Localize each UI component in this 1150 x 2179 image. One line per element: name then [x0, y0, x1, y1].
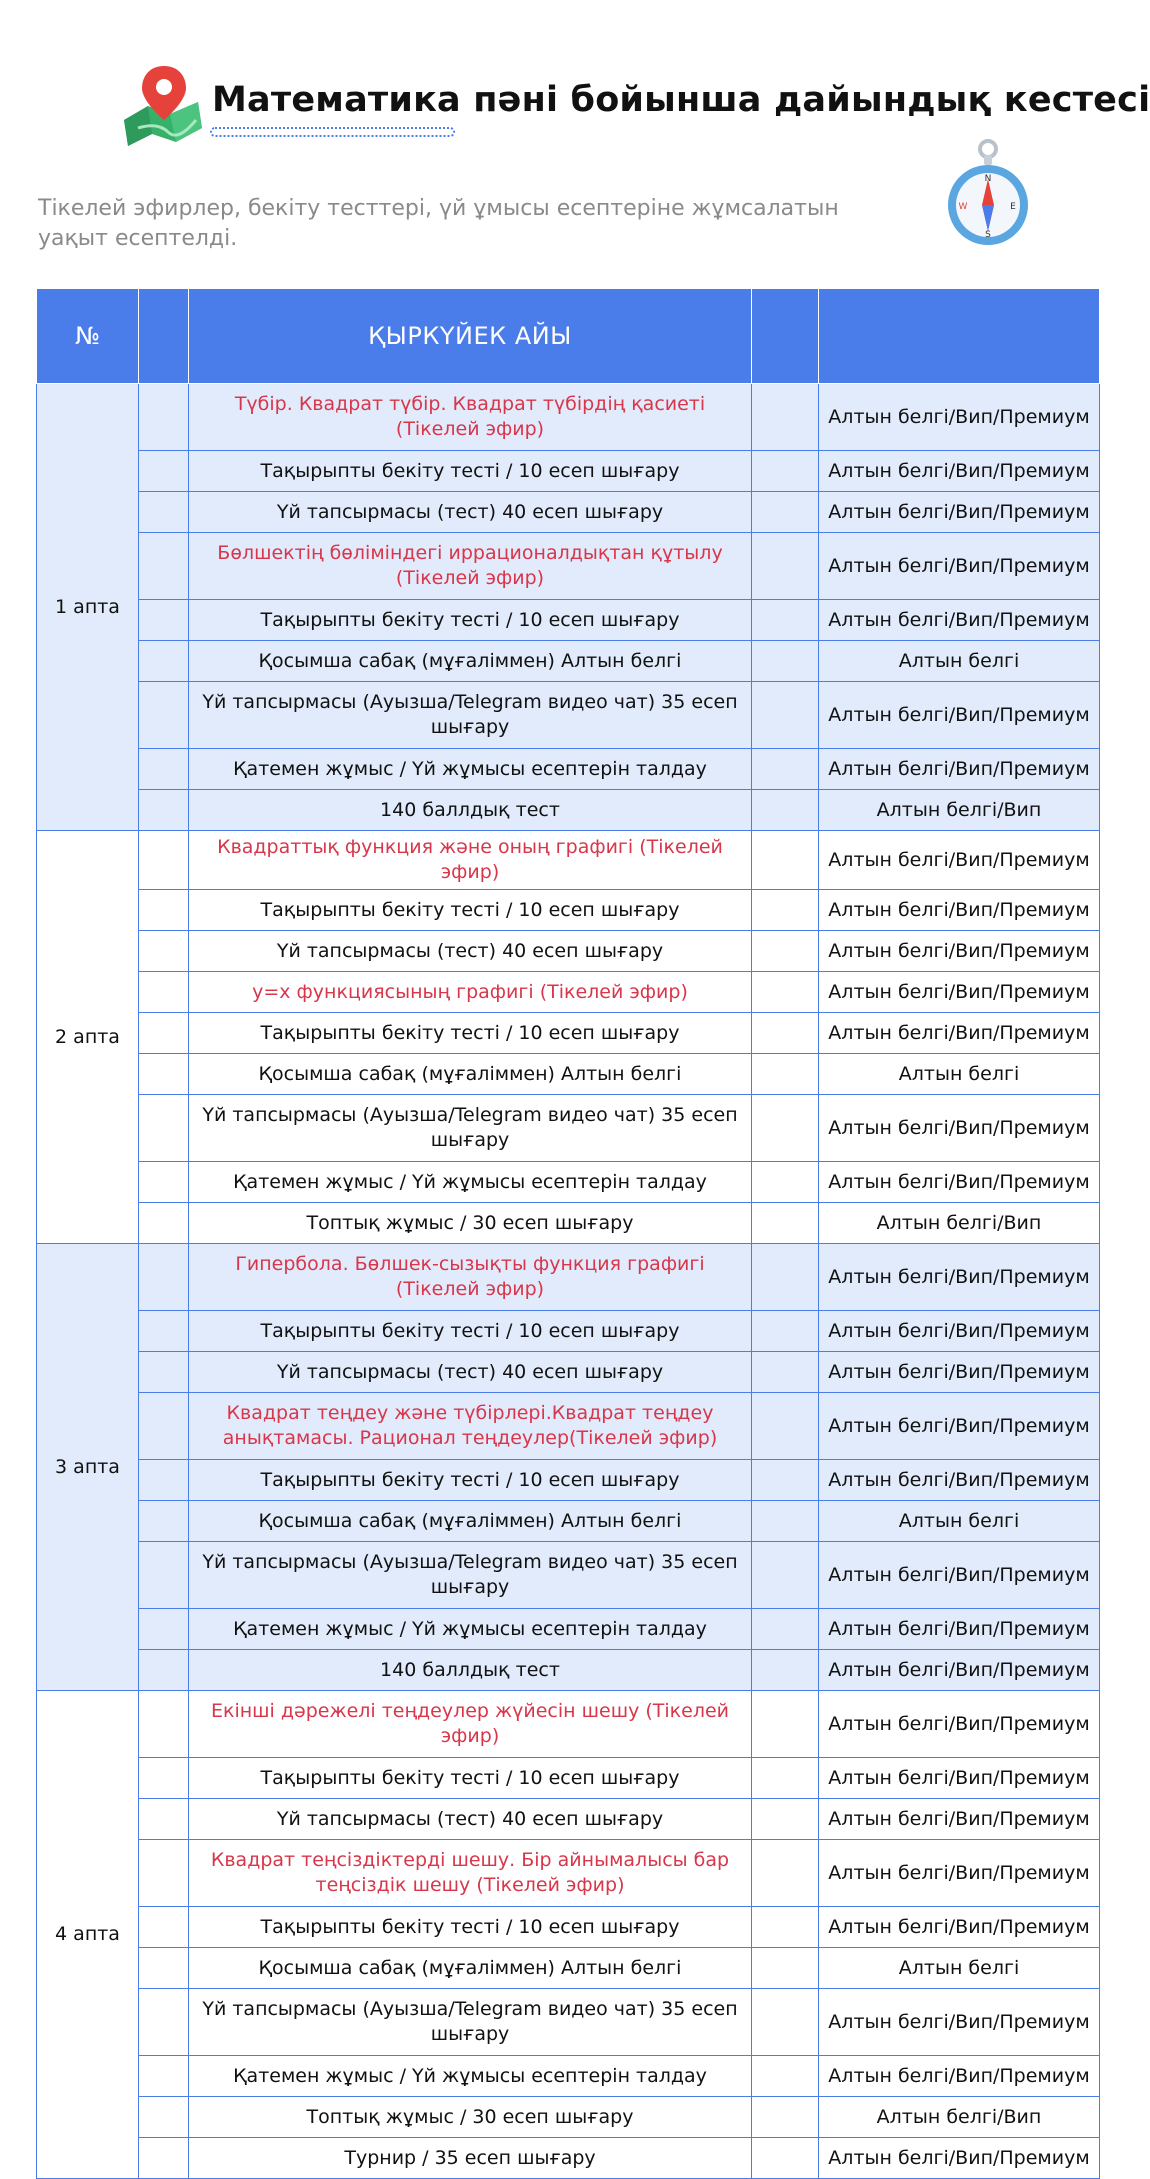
table-row	[37, 1758, 1100, 1799]
empty-cell	[752, 533, 819, 600]
empty-cell	[139, 931, 189, 972]
table-row	[37, 492, 1100, 533]
table-row	[37, 1650, 1100, 1691]
empty-cell	[752, 790, 819, 831]
empty-cell	[139, 492, 189, 533]
access-level: Алтын белгі/Вип/Премиум	[819, 1609, 1100, 1650]
page-header	[0, 0, 1150, 300]
empty-cell	[139, 890, 189, 931]
table-row	[37, 384, 1100, 451]
empty-cell	[139, 384, 189, 451]
empty-cell	[752, 492, 819, 533]
empty-cell	[139, 2097, 189, 2138]
empty-cell	[139, 1013, 189, 1054]
empty-cell	[752, 931, 819, 972]
map-pin-icon	[118, 62, 208, 152]
access-level: Алтын белгі/Вип/Премиум	[819, 1352, 1100, 1393]
lesson-topic: Топтық жұмыс / 30 есеп шығару	[189, 1203, 752, 1244]
empty-cell	[752, 1650, 819, 1691]
access-level: Алтын белгі/Вип/Премиум	[819, 1095, 1100, 1162]
lesson-topic: Тақырыпты бекіту тесті / 10 есеп шығару	[189, 1013, 752, 1054]
lesson-topic: Тақырыпты бекіту тесті / 10 есеп шығару	[189, 1907, 752, 1948]
access-level: Алтын белгі	[819, 1054, 1100, 1095]
empty-cell	[752, 1095, 819, 1162]
empty-cell	[752, 1542, 819, 1609]
access-level: Алтын белгі/Вип/Премиум	[819, 1311, 1100, 1352]
live-lesson-topic: Екінші дәрежелі теңдеулер жүйесін шешу (Тікелей эфир)	[189, 1691, 752, 1758]
table-header-row	[37, 289, 1100, 384]
table-row	[37, 1352, 1100, 1393]
live-lesson-topic: Гипербола. Бөлшек-сызықты функция графигі (Тікелей эфир)	[189, 1244, 752, 1311]
lesson-topic: Қосымша сабақ (мұғаліммен) Алтын белгі	[189, 641, 752, 682]
empty-cell	[139, 1162, 189, 1203]
lesson-topic: Топтық жұмыс / 30 есеп шығару	[189, 2097, 752, 2138]
access-level: Алтын белгі/Вип/Премиум	[819, 1907, 1100, 1948]
live-lesson-topic: Бөлшектің бөліміндегі иррационалдықтан құтылу (Тікелей эфир)	[189, 533, 752, 600]
table-row	[37, 1799, 1100, 1840]
week-1-group	[37, 384, 1100, 831]
compass-s-label: S	[985, 230, 991, 240]
access-level: Алтын белгі/Вип/Премиум	[819, 1758, 1100, 1799]
table-row	[37, 2138, 1100, 2179]
lesson-topic: Үй тапсырмасы (тест) 40 есеп шығару	[189, 931, 752, 972]
empty-cell	[139, 831, 189, 890]
lesson-topic: Үй тапсырмасы (тест) 40 есеп шығару	[189, 1799, 752, 1840]
live-lesson-topic: y=x функциясының графигі (Тікелей эфир)	[189, 972, 752, 1013]
empty-cell	[752, 749, 819, 790]
live-lesson-topic: Түбір. Квадрат түбір. Квадрат түбірдің қасиеті (Тікелей эфир)	[189, 384, 752, 451]
empty-cell	[752, 1013, 819, 1054]
empty-cell	[139, 1393, 189, 1460]
empty-cell	[752, 1311, 819, 1352]
lesson-topic: Тақырыпты бекіту тесті / 10 есеп шығару	[189, 451, 752, 492]
access-level: Алтын белгі/Вип/Премиум	[819, 1650, 1100, 1691]
table-row	[37, 682, 1100, 749]
empty-cell	[139, 1650, 189, 1691]
empty-cell	[139, 641, 189, 682]
empty-cell	[139, 1095, 189, 1162]
lesson-topic: Тақырыпты бекіту тесті / 10 есеп шығару	[189, 1758, 752, 1799]
access-level: Алтын белгі/Вип/Премиум	[819, 1691, 1100, 1758]
access-level: Алтын белгі/Вип/Премиум	[819, 384, 1100, 451]
week-label: 4 апта	[37, 1691, 139, 2179]
access-level: Алтын белгі/Вип	[819, 1203, 1100, 1244]
empty-cell	[139, 600, 189, 641]
access-level: Алтын белгі/Вип/Премиум	[819, 1542, 1100, 1609]
lesson-topic: Үй тапсырмасы (Ауызша/Telegram видео чат) 35 есеп шығару	[189, 1542, 752, 1609]
week-2-group	[37, 831, 1100, 1244]
empty-cell	[752, 384, 819, 451]
empty-cell	[139, 1989, 189, 2056]
access-level: Алтын белгі/Вип/Премиум	[819, 2138, 1100, 2179]
table-row	[37, 1609, 1100, 1650]
empty-cell	[752, 682, 819, 749]
empty-cell	[139, 2056, 189, 2097]
table-row	[37, 1244, 1100, 1311]
header-number: №	[37, 289, 139, 384]
table-row	[37, 600, 1100, 641]
compass-n-label: N	[984, 174, 992, 184]
access-level: Алтын белгі/Вип/Премиум	[819, 1989, 1100, 2056]
schedule-table-container	[36, 288, 1099, 2169]
header-col2	[139, 289, 189, 384]
header-month: ҚЫРКҮЙЕК АЙЫ	[189, 289, 752, 384]
table-row	[37, 1311, 1100, 1352]
lesson-topic: Үй тапсырмасы (Ауызша/Telegram видео чат) 35 есеп шығару	[189, 1989, 752, 2056]
lesson-topic: 140 баллдық тест	[189, 1650, 752, 1691]
lesson-topic: Қатемен жұмыс / Үй жұмысы есептерін талдау	[189, 749, 752, 790]
empty-cell	[139, 1609, 189, 1650]
lesson-topic: Үй тапсырмасы (тест) 40 есеп шығару	[189, 1352, 752, 1393]
empty-cell	[752, 1054, 819, 1095]
empty-cell	[752, 1393, 819, 1460]
lesson-topic: Қосымша сабақ (мұғаліммен) Алтын белгі	[189, 1948, 752, 1989]
table-row	[37, 749, 1100, 790]
access-level: Алтын белгі/Вип/Премиум	[819, 1162, 1100, 1203]
table-row	[37, 790, 1100, 831]
empty-cell	[139, 1799, 189, 1840]
week-label: 3 апта	[37, 1244, 139, 1691]
table-row	[37, 1691, 1100, 1758]
access-level: Алтын белгі/Вип/Премиум	[819, 492, 1100, 533]
empty-cell	[139, 1691, 189, 1758]
empty-cell	[752, 1948, 819, 1989]
empty-cell	[752, 1758, 819, 1799]
table-row	[37, 1054, 1100, 1095]
empty-cell	[752, 1989, 819, 2056]
empty-cell	[752, 600, 819, 641]
empty-cell	[139, 1907, 189, 1948]
empty-cell	[139, 451, 189, 492]
access-level: Алтын белгі/Вип/Премиум	[819, 1013, 1100, 1054]
empty-cell	[752, 2097, 819, 2138]
empty-cell	[752, 1352, 819, 1393]
access-level: Алтын белгі	[819, 641, 1100, 682]
empty-cell	[139, 1501, 189, 1542]
table-row	[37, 931, 1100, 972]
table-row	[37, 972, 1100, 1013]
empty-cell	[139, 533, 189, 600]
empty-cell	[139, 1840, 189, 1907]
table-row	[37, 1460, 1100, 1501]
empty-cell	[752, 641, 819, 682]
access-level: Алтын белгі/Вип/Премиум	[819, 1799, 1100, 1840]
access-level: Алтын белгі/Вип/Премиум	[819, 1460, 1100, 1501]
access-level: Алтын белгі/Вип/Премиум	[819, 600, 1100, 641]
empty-cell	[752, 1501, 819, 1542]
lesson-topic: Тақырыпты бекіту тесті / 10 есеп шығару	[189, 1460, 752, 1501]
lesson-topic: Тақырыпты бекіту тесті / 10 есеп шығару	[189, 600, 752, 641]
access-level: Алтын белгі/Вип/Премиум	[819, 1244, 1100, 1311]
empty-cell	[139, 749, 189, 790]
empty-cell	[752, 2056, 819, 2097]
table-row	[37, 1840, 1100, 1907]
lesson-topic: Тақырыпты бекіту тесті / 10 есеп шығару	[189, 1311, 752, 1352]
week-label: 2 апта	[37, 831, 139, 1244]
empty-cell	[752, 1840, 819, 1907]
lesson-topic: Үй тапсырмасы (тест) 40 есеп шығару	[189, 492, 752, 533]
schedule-table	[36, 288, 1100, 2179]
week-4-group	[37, 1691, 1100, 2179]
access-level: Алтын белгі/Вип	[819, 790, 1100, 831]
table-row	[37, 641, 1100, 682]
empty-cell	[752, 1162, 819, 1203]
table-row	[37, 1989, 1100, 2056]
page-subtitle: Тікелей эфирлер, бекіту тесттері, үй ұмысы есептеріне жұмсалатын уақыт есептелді.	[38, 196, 839, 251]
empty-cell	[139, 1311, 189, 1352]
access-level: Алтын белгі	[819, 1501, 1100, 1542]
table-row	[37, 451, 1100, 492]
table-row	[37, 1162, 1100, 1203]
header-col5	[819, 289, 1100, 384]
empty-cell	[139, 1203, 189, 1244]
lesson-topic: Қатемен жұмыс / Үй жұмысы есептерін талдау	[189, 1162, 752, 1203]
table-row	[37, 1948, 1100, 1989]
access-level: Алтын белгі/Вип	[819, 2097, 1100, 2138]
empty-cell	[139, 1758, 189, 1799]
table-row	[37, 1095, 1100, 1162]
access-level: Алтын белгі/Вип/Премиум	[819, 451, 1100, 492]
week-3-group	[37, 1244, 1100, 1691]
table-row	[37, 1501, 1100, 1542]
table-row	[37, 1013, 1100, 1054]
empty-cell	[139, 972, 189, 1013]
empty-cell	[752, 1799, 819, 1840]
empty-cell	[752, 1203, 819, 1244]
live-lesson-topic: Квадрат теңдеу және түбірлері.Квадрат теңдеу анықтамасы. Рационал теңдеулер(Тікелей эфир)	[189, 1393, 752, 1460]
lesson-topic: Қосымша сабақ (мұғаліммен) Алтын белгі	[189, 1054, 752, 1095]
empty-cell	[139, 1948, 189, 1989]
access-level: Алтын белгі/Вип/Премиум	[819, 1840, 1100, 1907]
table-row	[37, 831, 1100, 890]
empty-cell	[752, 1244, 819, 1311]
empty-cell	[752, 1907, 819, 1948]
lesson-topic: Үй тапсырмасы (Ауызша/Telegram видео чат) 35 есеп шығару	[189, 682, 752, 749]
compass-e-label: E	[1010, 202, 1016, 212]
empty-cell	[752, 1460, 819, 1501]
compass-icon	[946, 137, 1031, 249]
page-title: Математика пәні бойынша дайындық кестесі	[212, 80, 1150, 120]
access-level: Алтын белгі	[819, 1948, 1100, 1989]
lesson-topic: 140 баллдық тест	[189, 790, 752, 831]
table-row	[37, 533, 1100, 600]
lesson-topic: Тақырыпты бекіту тесті / 10 есеп шығару	[189, 890, 752, 931]
table-row	[37, 1542, 1100, 1609]
access-level: Алтын белгі/Вип/Премиум	[819, 749, 1100, 790]
empty-cell	[139, 1460, 189, 1501]
empty-cell	[752, 890, 819, 931]
empty-cell	[752, 1691, 819, 1758]
empty-cell	[752, 1609, 819, 1650]
empty-cell	[139, 1352, 189, 1393]
week-label: 1 апта	[37, 384, 139, 831]
access-level: Алтын белгі/Вип/Премиум	[819, 533, 1100, 600]
table-row	[37, 2097, 1100, 2138]
access-level: Алтын белгі/Вип/Премиум	[819, 972, 1100, 1013]
empty-cell	[139, 682, 189, 749]
empty-cell	[139, 1542, 189, 1609]
title-underline	[210, 126, 455, 138]
access-level: Алтын белгі/Вип/Премиум	[819, 890, 1100, 931]
empty-cell	[752, 831, 819, 890]
live-lesson-topic: Квадраттық функция және оның графигі (Тікелей эфир)	[189, 831, 752, 890]
lesson-topic: Турнир / 35 есеп шығару	[189, 2138, 752, 2179]
table-row	[37, 2056, 1100, 2097]
empty-cell	[139, 1054, 189, 1095]
compass-w-label: W	[958, 202, 968, 212]
empty-cell	[139, 1244, 189, 1311]
table-row	[37, 1203, 1100, 1244]
lesson-topic: Қатемен жұмыс / Үй жұмысы есептерін талдау	[189, 1609, 752, 1650]
access-level: Алтын белгі/Вип/Премиум	[819, 831, 1100, 890]
empty-cell	[752, 972, 819, 1013]
table-row	[37, 890, 1100, 931]
empty-cell	[139, 790, 189, 831]
access-level: Алтын белгі/Вип/Премиум	[819, 931, 1100, 972]
table-row	[37, 1907, 1100, 1948]
empty-cell	[752, 451, 819, 492]
empty-cell	[139, 2138, 189, 2179]
empty-cell	[752, 2138, 819, 2179]
table-row	[37, 1393, 1100, 1460]
lesson-topic: Қосымша сабақ (мұғаліммен) Алтын белгі	[189, 1501, 752, 1542]
header-col4	[752, 289, 819, 384]
lesson-topic: Үй тапсырмасы (Ауызша/Telegram видео чат) 35 есеп шығару	[189, 1095, 752, 1162]
access-level: Алтын белгі/Вип/Премиум	[819, 682, 1100, 749]
lesson-topic: Қатемен жұмыс / Үй жұмысы есептерін талдау	[189, 2056, 752, 2097]
access-level: Алтын белгі/Вип/Премиум	[819, 2056, 1100, 2097]
access-level: Алтын белгі/Вип/Премиум	[819, 1393, 1100, 1460]
live-lesson-topic: Квадрат теңсіздіктерді шешу. Бір айнымалысы бар теңсіздік шешу (Тікелей эфир)	[189, 1840, 752, 1907]
